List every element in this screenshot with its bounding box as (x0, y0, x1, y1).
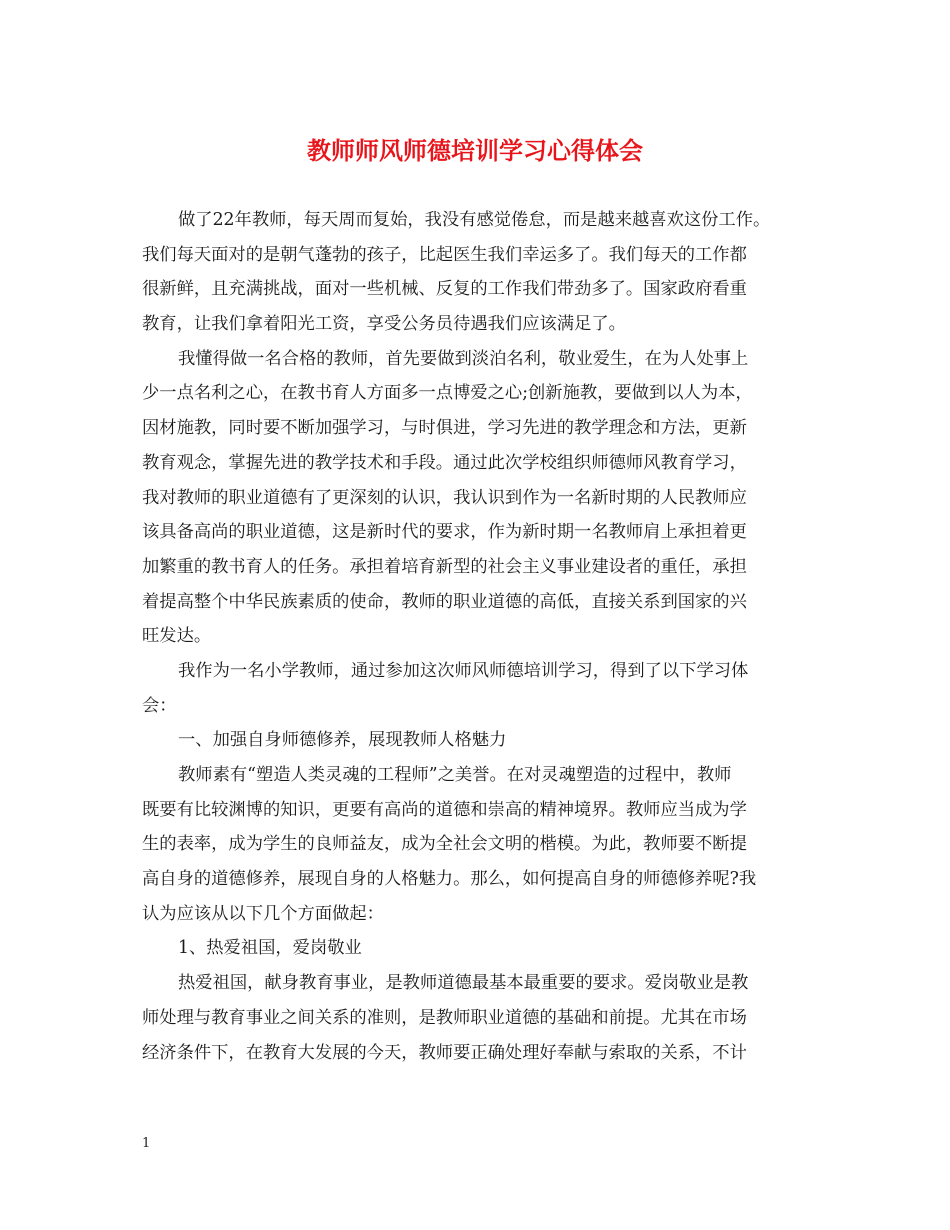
body-line: 经济条件下，在教育大发展的今天，教师要正确处理好奉献与索取的关系，不计 (142, 1042, 747, 1063)
body-line: 热爱祖国，献身教育事业，是教师道德最基本最重要的要求。爱岗敬业是教 (178, 973, 749, 994)
body-line: 生的表率，成为学生的良师益友，成为全社会文明的楷模。为此，教师要不断提 (142, 834, 747, 855)
body-line: 1、热爱祖国，爱岗敬业 (178, 938, 362, 959)
body-line: 认为应该从以下几个方面做起： (142, 903, 384, 924)
body-line: 该具备高尚的职业道德，这是新时代的要求，作为新时期一名教师肩上承担着更 (142, 522, 747, 543)
page-number: 1 (142, 1136, 151, 1151)
body-line: 做了22年教师，每天周而复始，我没有感觉倦怠，而是越来越喜欢这份工作。 (178, 210, 771, 230)
body-line: 我对教师的职业道德有了更深刻的认识，我认识到作为一名新时期的人民教师应 (142, 487, 747, 508)
body-line: 着提高整个中华民族素质的使命，教师的职业道德的高低，直接关系到国家的兴 (142, 591, 747, 612)
body-line: 既要有比较渊博的知识，更要有高尚的道德和崇高的精神境界。教师应当成为学 (142, 799, 747, 820)
body-line: 旺发达。 (142, 626, 212, 647)
body-line: 我作为一名小学教师，通过参加这次师风师德培训学习，得到了以下学习体 (178, 660, 749, 681)
document-title: 教师师风师德培训学习心得体会 (307, 136, 643, 165)
body-line: 教育观念，掌握先进的教学技术和手段。通过此次学校组织师德师风教育学习， (142, 452, 747, 473)
document-body (142, 203, 810, 1070)
body-line: 会： (142, 695, 177, 716)
body-line: 加繁重的教书育人的任务。承担着培育新型的社会主义事业建设者的重任，承担 (142, 556, 747, 577)
body-line: 师处理与教育事业之间关系的准则，是教师职业道德的基础和前提。尤其在市场 (142, 1007, 747, 1028)
body-line: 教师素有“塑造人类灵魂的工程师”之美誉。在对灵魂塑造的过程中，教师 (178, 765, 732, 785)
body-line: 我们每天面对的是朝气蓬勃的孩子，比起医生我们幸运多了。我们每天的工作都 (142, 244, 747, 265)
body-line: 高自身的道德修养，展现自身的人格魅力。那么，如何提高自身的师德修养呢?我 (142, 869, 757, 890)
body-line: 很新鲜，且充满挑战，面对一些机械、反复的工作我们带劲多了。国家政府看重 (142, 279, 747, 300)
body-line: 少一点名利之心，在教书育人方面多一点博爱之心;创新施教，要做到以人为本， (142, 383, 753, 404)
body-line: 因材施教，同时要不断加强学习，与时俱进，学习先进的教学理念和方法，更新 (142, 418, 747, 439)
body-line: 一、加强自身师德修养，展现教师人格魅力 (178, 730, 507, 751)
body-line: 教育，让我们拿着阳光工资，享受公务员待遇我们应该满足了。 (142, 314, 626, 335)
body-line: 我懂得做一名合格的教师，首先要做到淡泊名利，敬业爱生，在为人处事上 (178, 348, 749, 369)
